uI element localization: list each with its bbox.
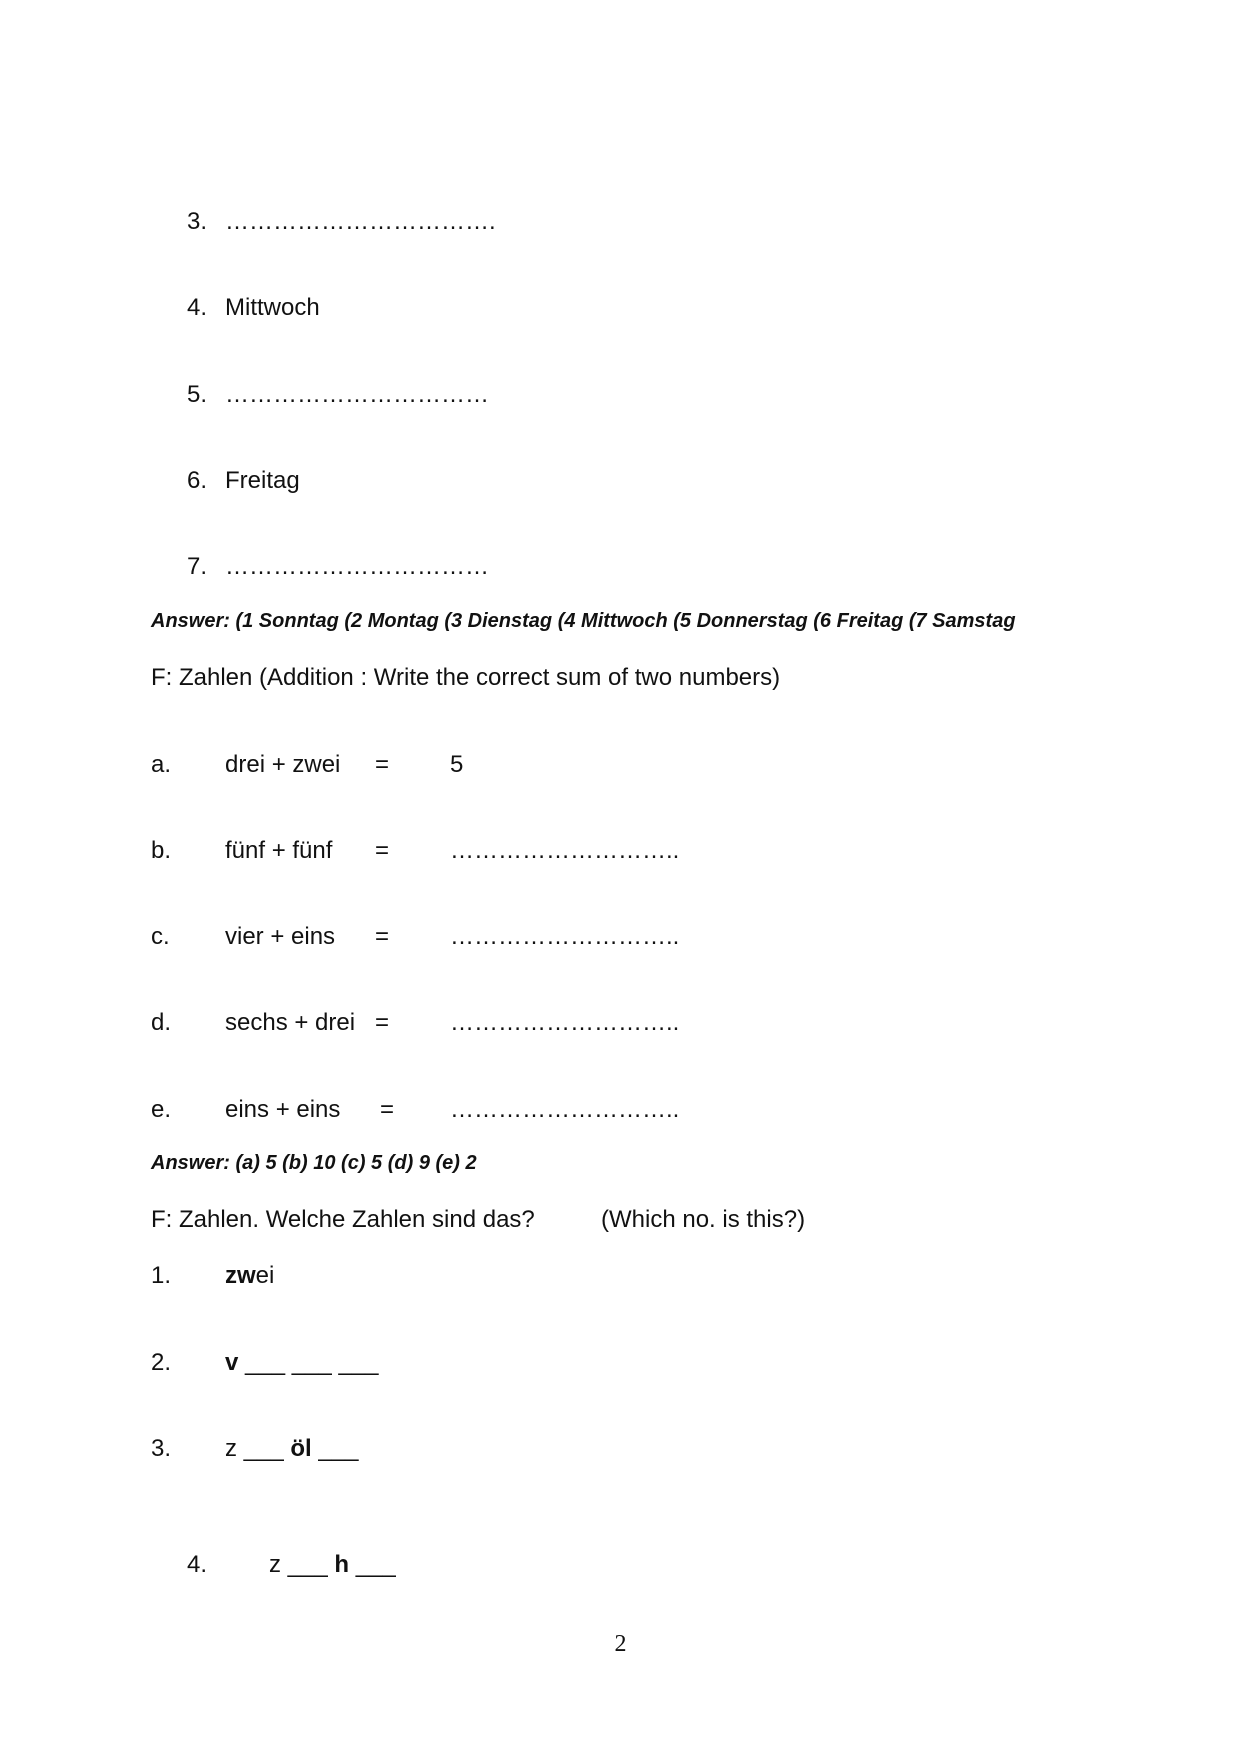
hint-letters: zw bbox=[225, 1262, 256, 1289]
item-result: ……………………….. bbox=[450, 1009, 680, 1036]
blanks: z ___ bbox=[269, 1551, 335, 1578]
list-number: 5. bbox=[187, 381, 208, 408]
heading-text: F: Zahlen. Welche Zahlen sind das? bbox=[151, 1206, 535, 1233]
item-result: ……………………….. bbox=[450, 923, 680, 950]
item-letter: c. bbox=[151, 923, 170, 950]
list-number: 4. bbox=[187, 1551, 208, 1578]
list-number: 3. bbox=[187, 208, 208, 235]
blanks: ___ bbox=[349, 1551, 396, 1578]
item-result: 5 bbox=[450, 751, 464, 778]
addition-answer: Answer: (a) 5 (b) 10 (c) 5 (d) 9 (e) 2 bbox=[151, 1152, 477, 1174]
word-puzzle bbox=[269, 1551, 396, 1579]
page-number: 2 bbox=[614, 1631, 627, 1657]
blanks: ___ bbox=[311, 1435, 359, 1462]
equals-sign: = bbox=[375, 1009, 390, 1036]
blanks: z ___ bbox=[225, 1435, 291, 1462]
blank-line: ……………………………. bbox=[225, 208, 496, 235]
hint-letters: v bbox=[225, 1349, 239, 1376]
word-puzzle bbox=[225, 1349, 379, 1377]
item-expression: sechs + drei bbox=[225, 1009, 356, 1036]
equals-sign: = bbox=[375, 751, 390, 778]
word-rest: ei bbox=[255, 1262, 275, 1289]
day-name: Freitag bbox=[225, 467, 300, 494]
list-number: 3. bbox=[151, 1435, 172, 1462]
word-puzzle bbox=[225, 1262, 274, 1290]
item-expression: fünf + fünf bbox=[225, 837, 333, 864]
hint-letters: h bbox=[334, 1551, 350, 1578]
list-number: 1. bbox=[151, 1262, 172, 1289]
item-letter: e. bbox=[151, 1096, 172, 1123]
list-number: 4. bbox=[187, 294, 208, 321]
blank-line: …………………………… bbox=[225, 381, 489, 408]
item-letter: b. bbox=[151, 837, 172, 864]
item-letter: d. bbox=[151, 1009, 172, 1036]
equals-sign: = bbox=[380, 1096, 395, 1123]
blanks: ___ ___ ___ bbox=[238, 1349, 379, 1376]
list-number: 6. bbox=[187, 467, 208, 494]
item-result: ……………………….. bbox=[450, 837, 680, 864]
hint-letters: öl bbox=[290, 1435, 312, 1462]
word-puzzle bbox=[225, 1435, 358, 1463]
item-expression: eins + eins bbox=[225, 1096, 341, 1123]
item-result: ……………………….. bbox=[450, 1096, 680, 1123]
addition-heading: F: Zahlen (Addition : Write the correct sum of two numbers) bbox=[151, 664, 781, 691]
item-expression: vier + eins bbox=[225, 923, 336, 950]
item-expression: drei + zwei bbox=[225, 751, 341, 778]
days-answer: Answer: (1 Sonntag (2 Montag (3 Dienstag (4 Mittwoch (5 Donnerstag (6 Freitag (7 Samstag bbox=[151, 610, 1016, 632]
list-number: 2. bbox=[151, 1349, 172, 1376]
heading-hint: (Which no. is this?) bbox=[601, 1206, 806, 1233]
blank-line: …………………………… bbox=[225, 553, 489, 580]
equals-sign: = bbox=[375, 837, 390, 864]
list-number: 7. bbox=[187, 553, 208, 580]
item-letter: a. bbox=[151, 751, 172, 778]
equals-sign: = bbox=[375, 923, 390, 950]
day-name: Mittwoch bbox=[225, 294, 320, 321]
